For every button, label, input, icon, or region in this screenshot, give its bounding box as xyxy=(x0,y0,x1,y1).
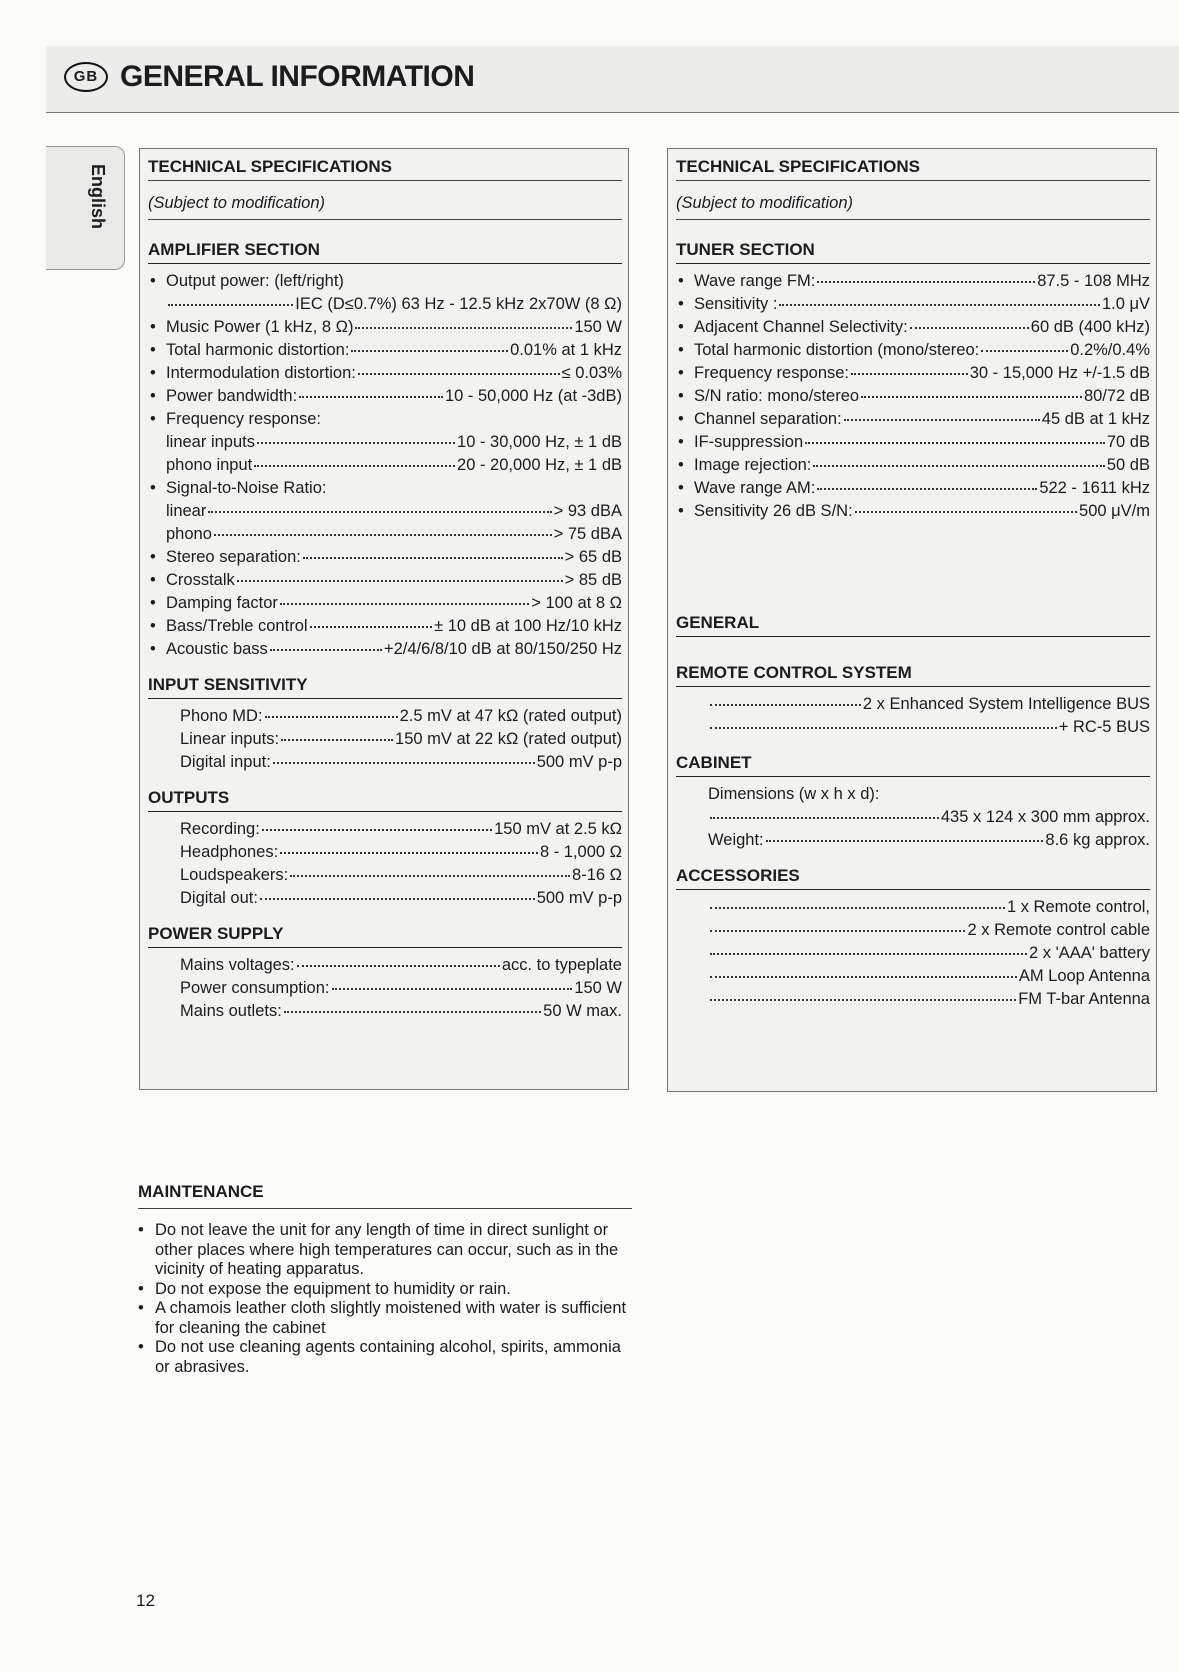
accessories-heading: ACCESSORIES xyxy=(676,862,1150,890)
spec-row xyxy=(148,548,622,571)
spec-label: Music Power (1 kHz, 8 Ω) xyxy=(166,318,354,336)
spec-label: Loudspeakers: xyxy=(180,866,289,884)
bullet-icon: • xyxy=(678,364,684,382)
dot-leader xyxy=(281,738,393,741)
dot-leader xyxy=(280,851,538,854)
spec-row xyxy=(148,456,622,479)
remote-control-heading: REMOTE CONTROL SYSTEM xyxy=(676,659,1150,687)
dot-leader xyxy=(861,395,1082,398)
spec-row xyxy=(676,479,1150,502)
spec-row xyxy=(676,695,1150,718)
bullet-icon: • xyxy=(678,318,684,336)
spec-row xyxy=(148,730,622,753)
dot-leader xyxy=(214,533,552,536)
tuner-spec-list xyxy=(676,272,1150,525)
spec-row xyxy=(676,410,1150,433)
cabinet-dimensions-label: Dimensions (w x h x d): xyxy=(708,785,880,803)
amplifier-section-heading: AMPLIFIER SECTION xyxy=(148,236,622,264)
spec-row xyxy=(676,318,1150,341)
page-number: 12 xyxy=(136,1591,155,1610)
bullet-icon: • xyxy=(678,433,684,451)
spec-label: Damping factor xyxy=(166,594,278,612)
cabinet-dimensions-label-list xyxy=(676,785,1150,808)
spec-row xyxy=(148,1002,622,1025)
dot-leader xyxy=(273,761,535,764)
dot-leader xyxy=(168,303,293,306)
spec-value: 500 mV p-p xyxy=(536,889,622,907)
spec-value: 2.5 mV at 47 kΩ (rated output) xyxy=(399,707,622,725)
maintenance-section xyxy=(138,1182,632,1377)
dot-leader xyxy=(332,987,573,990)
spec-label: Sensitivity 26 dB S/N: xyxy=(694,502,853,520)
dot-leader xyxy=(710,703,861,706)
maintenance-item-text: Do not use cleaning agents containing alcohol, spirits, ammonia or abrasives. xyxy=(155,1338,621,1376)
spec-label: Headphones: xyxy=(180,843,279,861)
maintenance-item xyxy=(138,1221,632,1280)
spec-value: 8 - 1,000 Ω xyxy=(539,843,622,861)
spec-label: Frequency response: xyxy=(166,410,322,428)
spec-row xyxy=(676,831,1150,854)
spec-value: 60 dB (400 kHz) xyxy=(1030,318,1150,336)
dot-leader xyxy=(779,303,1100,306)
bullet-icon: • xyxy=(150,571,156,589)
spec-row xyxy=(676,364,1150,387)
spec-row xyxy=(148,707,622,730)
spec-label: S/N ratio: mono/stereo xyxy=(694,387,860,405)
spec-label: Output power: (left/right) xyxy=(166,272,344,290)
spec-label: Mains voltages: xyxy=(180,956,295,974)
dot-leader xyxy=(262,828,492,831)
spec-label: Acoustic bass xyxy=(166,640,268,658)
bullet-icon: • xyxy=(150,479,156,497)
accessories-list xyxy=(676,898,1150,1013)
spec-label: Digital out: xyxy=(180,889,258,907)
spec-value: FM T-bar Antenna xyxy=(1018,990,1150,1008)
spec-row xyxy=(148,364,622,387)
bullet-icon: • xyxy=(150,410,156,428)
dot-leader xyxy=(981,349,1068,352)
spec-value: 0.2%/0.4% xyxy=(1070,341,1150,359)
bullet-icon: • xyxy=(678,479,684,497)
spec-row xyxy=(676,944,1150,967)
spec-value: 150 W xyxy=(574,318,622,336)
spec-label: Wave range FM: xyxy=(694,272,816,290)
maintenance-heading: MAINTENANCE xyxy=(138,1182,632,1209)
dot-leader xyxy=(260,897,535,900)
bullet-icon: • xyxy=(150,341,156,359)
spec-label: Image rejection: xyxy=(694,456,812,474)
maintenance-list xyxy=(138,1221,632,1377)
remote-control-list xyxy=(676,695,1150,741)
page-title: GENERAL INFORMATION xyxy=(120,60,475,93)
dot-leader xyxy=(710,998,1016,1001)
spec-row xyxy=(676,718,1150,741)
dot-leader xyxy=(280,602,529,605)
dot-leader xyxy=(817,280,1035,283)
outputs-heading: OUTPUTS xyxy=(148,784,622,812)
spec-label: Digital input: xyxy=(180,753,271,771)
bullet-icon: • xyxy=(678,410,684,428)
spec-value: + RC-5 BUS xyxy=(1058,718,1150,736)
spec-value: 150 mV at 22 kΩ (rated output) xyxy=(395,730,622,748)
dot-leader xyxy=(257,441,455,444)
spec-row xyxy=(676,456,1150,479)
spec-label: Total harmonic distortion: xyxy=(166,341,350,359)
spec-value: +2/4/6/8/10 dB at 80/150/250 Hz xyxy=(383,640,622,658)
spec-row xyxy=(676,990,1150,1013)
spec-value: 30 - 15,000 Hz +/-1.5 dB xyxy=(969,364,1150,382)
maintenance-item xyxy=(138,1280,632,1300)
spec-row xyxy=(676,272,1150,295)
bullet-icon: • xyxy=(150,548,156,566)
spec-row xyxy=(148,318,622,341)
spec-label: Power consumption: xyxy=(180,979,330,997)
spec-row xyxy=(148,272,622,295)
spec-label: Wave range AM: xyxy=(694,479,816,497)
spec-value: 10 - 30,000 Hz, ± 1 dB xyxy=(457,433,622,451)
dot-leader xyxy=(299,395,443,398)
spec-row xyxy=(148,753,622,776)
spec-label: Phono MD: xyxy=(180,707,263,725)
spec-value: 45 dB at 1 kHz xyxy=(1041,410,1150,428)
dot-leader xyxy=(265,715,398,718)
left-spec-panel xyxy=(139,148,629,1090)
spec-value: 8.6 kg approx. xyxy=(1045,831,1150,849)
spec-row xyxy=(148,640,622,663)
dot-leader xyxy=(710,975,1017,978)
bullet-icon: • xyxy=(678,456,684,474)
spec-row xyxy=(148,594,622,617)
cabinet-list xyxy=(676,808,1150,854)
bullet-icon: • xyxy=(678,341,684,359)
spec-value: AM Loop Antenna xyxy=(1018,967,1150,985)
dot-leader xyxy=(254,464,455,467)
spec-row xyxy=(148,843,622,866)
dot-leader xyxy=(710,726,1057,729)
dot-leader xyxy=(310,625,433,628)
dot-leader xyxy=(303,556,563,559)
spec-label: linear xyxy=(166,502,207,520)
bullet-icon: • xyxy=(150,272,156,290)
spec-row xyxy=(148,387,622,410)
spec-value: 80/72 dB xyxy=(1083,387,1150,405)
spec-label: Power bandwidth: xyxy=(166,387,298,405)
spec-value: 8-16 Ω xyxy=(572,866,622,884)
dot-leader xyxy=(355,326,572,329)
spec-value: 522 - 1611 kHz xyxy=(1039,479,1150,497)
dot-leader xyxy=(766,839,1044,842)
bullet-icon: • xyxy=(150,617,156,635)
spec-label: Crosstalk xyxy=(166,571,235,589)
input-sensitivity-list xyxy=(148,707,622,776)
bullet-icon: • xyxy=(138,1299,144,1317)
power-supply-list xyxy=(148,956,622,1025)
spec-value: 50 dB xyxy=(1106,456,1150,474)
bullet-icon: • xyxy=(678,502,684,520)
bullet-icon: • xyxy=(150,640,156,658)
spec-row xyxy=(148,433,622,456)
spec-value: 435 x 124 x 300 mm approx. xyxy=(940,808,1150,826)
spec-label: phono input xyxy=(166,456,253,474)
maintenance-item-text: Do not expose the equipment to humidity or rain. xyxy=(155,1279,511,1298)
spec-row xyxy=(676,502,1150,525)
spec-label: Channel separation: xyxy=(694,410,842,428)
spec-value: > 75 dBA xyxy=(553,525,622,543)
dot-leader xyxy=(237,579,563,582)
spec-row xyxy=(148,866,622,889)
page-header xyxy=(64,60,474,94)
spec-label: Weight: xyxy=(708,831,764,849)
left-panel-subtitle: (Subject to modification) xyxy=(148,189,622,220)
power-supply-heading: POWER SUPPLY xyxy=(148,920,622,948)
spec-value: 0.01% at 1 kHz xyxy=(510,341,622,359)
spec-row xyxy=(676,967,1150,990)
bullet-icon: • xyxy=(150,318,156,336)
spec-row xyxy=(148,410,622,433)
spec-row xyxy=(676,387,1150,410)
general-heading: GENERAL xyxy=(676,609,1150,637)
right-spec-panel xyxy=(667,148,1157,1092)
bullet-icon: • xyxy=(138,1279,144,1298)
spec-value: 87.5 - 108 MHz xyxy=(1037,272,1150,290)
input-sensitivity-heading: INPUT SENSITIVITY xyxy=(148,671,622,699)
spec-label: Sensitivity : xyxy=(694,295,778,313)
dot-leader xyxy=(297,964,500,967)
dot-leader xyxy=(855,510,1077,513)
dot-leader xyxy=(270,648,382,651)
spec-label: Total harmonic distortion (mono/stereo: xyxy=(694,341,980,359)
spec-value: 150 W xyxy=(574,979,622,997)
bullet-icon: • xyxy=(150,364,156,382)
bullet-icon: • xyxy=(150,594,156,612)
bullet-icon: • xyxy=(678,387,684,405)
bullet-icon: • xyxy=(150,387,156,405)
spec-value: 1 x Remote control, xyxy=(1006,898,1150,916)
dot-leader xyxy=(710,952,1027,955)
spec-value: 50 W max. xyxy=(543,1002,622,1020)
spec-label: Intermodulation distortion: xyxy=(166,364,356,382)
spec-row xyxy=(148,525,622,548)
outputs-list xyxy=(148,820,622,912)
spec-value: 2 x 'AAA' battery xyxy=(1029,944,1150,962)
spec-value: 2 x Enhanced System Intelligence BUS xyxy=(862,695,1150,713)
dot-leader xyxy=(910,326,1029,329)
spec-row xyxy=(676,433,1150,456)
spec-value: 1.0 μV xyxy=(1101,295,1150,313)
spec-label: Recording: xyxy=(180,820,260,838)
spec-value: 10 - 50,000 Hz (at -3dB) xyxy=(444,387,622,405)
spec-row xyxy=(676,295,1150,318)
dot-leader xyxy=(851,372,968,375)
maintenance-item-text: A chamois leather cloth slightly moistened with water is sufficient for cleaning the cabinet xyxy=(155,1299,627,1337)
spec-label: IF-suppression xyxy=(694,433,804,451)
spec-row xyxy=(148,956,622,979)
bullet-icon: • xyxy=(138,1221,144,1239)
spec-row xyxy=(148,820,622,843)
spec-label: Mains outlets: xyxy=(180,1002,282,1020)
dot-leader xyxy=(710,929,965,932)
dot-leader xyxy=(844,418,1040,421)
right-panel-subtitle: (Subject to modification) xyxy=(676,189,1150,220)
amplifier-spec-list xyxy=(148,272,622,663)
spec-value: > 65 dB xyxy=(564,548,622,566)
spec-label: linear inputs xyxy=(166,433,255,451)
spec-value: IEC (D≤0.7%) 63 Hz - 12.5 kHz 2x70W (8 Ω) xyxy=(295,295,622,313)
right-panel-title: TECHNICAL SPECIFICATIONS xyxy=(676,153,1150,181)
bullet-icon: • xyxy=(678,295,684,313)
spec-row xyxy=(676,808,1150,831)
language-tab-label: English xyxy=(88,164,108,230)
spec-row xyxy=(148,571,622,594)
spec-label: Bass/Treble control xyxy=(166,617,308,635)
dot-leader xyxy=(208,510,551,513)
spec-value: 2 x Remote control cable xyxy=(967,921,1150,939)
dot-leader xyxy=(710,906,1005,909)
spec-row xyxy=(676,921,1150,944)
bullet-icon: • xyxy=(138,1338,144,1356)
dot-leader xyxy=(284,1010,541,1013)
spec-label: Signal-to-Noise Ratio: xyxy=(166,479,327,497)
spec-row xyxy=(148,979,622,1002)
spec-row xyxy=(148,341,622,364)
maintenance-item-text: Do not leave the unit for any length of time in direct sunlight or other places where high temperatures can occur, such as in the vicinity of heating apparatus. xyxy=(155,1221,619,1278)
tuner-section-heading: TUNER SECTION xyxy=(676,236,1150,264)
spec-label: Stereo separation: xyxy=(166,548,301,566)
spec-row xyxy=(148,889,622,912)
bullet-icon: • xyxy=(678,272,684,290)
spec-value: 70 dB xyxy=(1106,433,1150,451)
maintenance-item xyxy=(138,1338,632,1377)
language-tab xyxy=(46,146,125,270)
dot-leader xyxy=(805,441,1105,444)
spec-row xyxy=(148,502,622,525)
spec-value: ± 10 dB at 100 Hz/10 kHz xyxy=(434,617,622,635)
dot-leader xyxy=(813,464,1104,467)
spec-label: phono xyxy=(166,525,212,543)
dot-leader xyxy=(290,874,570,877)
dot-leader xyxy=(358,372,560,375)
spec-row xyxy=(148,617,622,640)
left-panel-title: TECHNICAL SPECIFICATIONS xyxy=(148,153,622,181)
cabinet-heading: CABINET xyxy=(676,749,1150,777)
spec-value: acc. to typeplate xyxy=(501,956,622,974)
spec-row xyxy=(676,341,1150,364)
spec-value: > 100 at 8 Ω xyxy=(531,594,622,612)
spec-value: 20 - 20,000 Hz, ± 1 dB xyxy=(457,456,622,474)
dot-leader xyxy=(351,349,508,352)
spec-label: Frequency response: xyxy=(694,364,850,382)
maintenance-item xyxy=(138,1299,632,1338)
gb-language-badge: GB xyxy=(64,62,108,92)
spec-value: 500 mV p-p xyxy=(536,753,622,771)
spec-row xyxy=(148,479,622,502)
spec-value: 500 μV/m xyxy=(1079,502,1150,520)
spec-label: Linear inputs: xyxy=(180,730,280,748)
spec-value: ≤ 0.03% xyxy=(561,364,622,382)
spec-value: 150 mV at 2.5 kΩ xyxy=(494,820,622,838)
dot-leader xyxy=(710,816,939,819)
spec-row xyxy=(148,295,622,318)
spec-value: > 93 dBA xyxy=(553,502,622,520)
spec-label: Adjacent Channel Selectivity: xyxy=(694,318,908,336)
spec-row xyxy=(676,898,1150,921)
dot-leader xyxy=(817,487,1037,490)
spec-value: > 85 dB xyxy=(564,571,622,589)
